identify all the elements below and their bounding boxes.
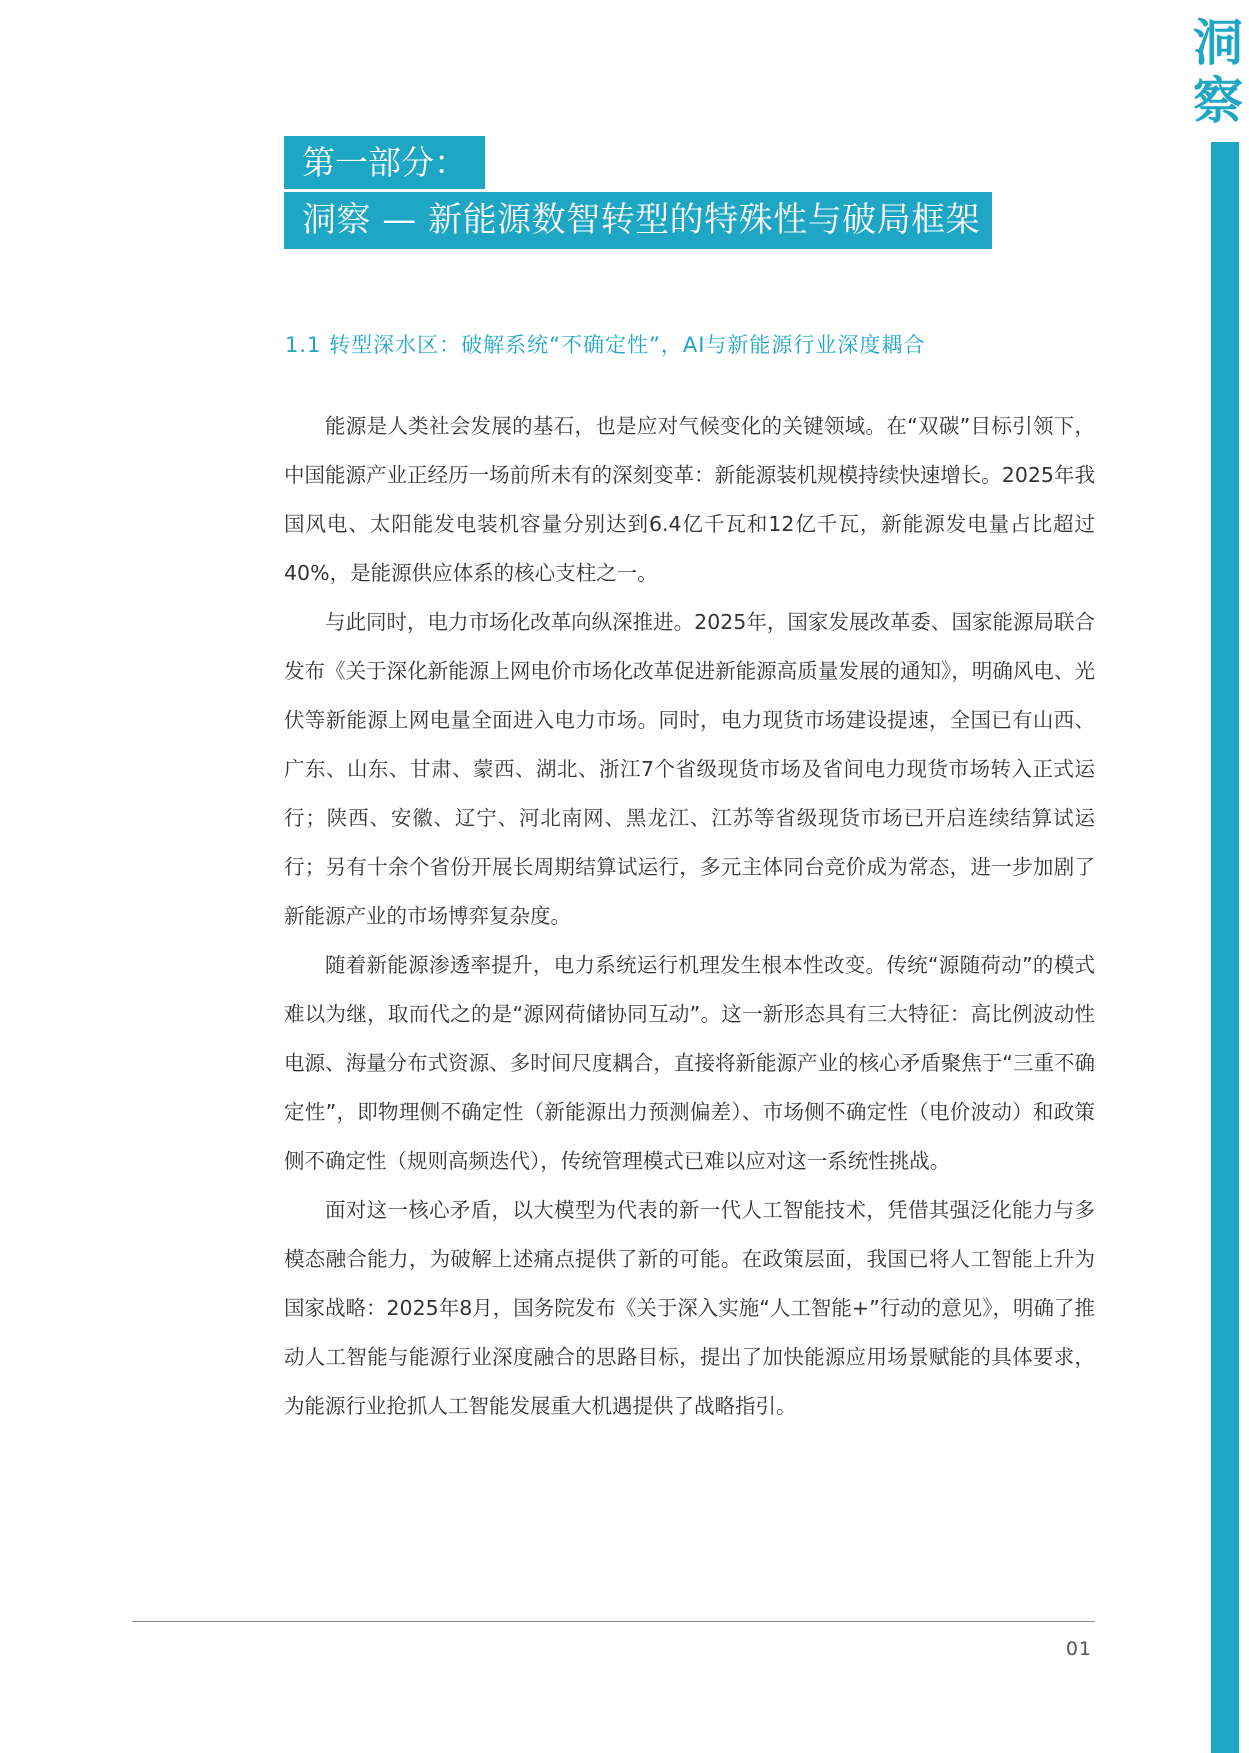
footer-divider <box>132 1621 1095 1622</box>
section-heading: 1.1 转型深水区：破解系统“不确定性”，AI与新能源行业深度耦合 <box>285 333 926 357</box>
side-section-label <box>1188 14 1248 130</box>
part-label: 第一部分： <box>284 136 485 189</box>
page-number: 01 <box>1065 1638 1092 1660</box>
side-label-char-1: 洞 <box>1193 14 1243 72</box>
chapter-title: 洞察 — 新能源数智转型的特殊性与破局框架 <box>284 192 992 249</box>
body-text <box>284 402 1095 1431</box>
paragraph-2: 与此同时，电力市场化改革向纵深推进。2025年，国家发展改革委、国家能源局联合发布《关于深化新能源上网电价市场化改革促进新能源高质量发展的通知》，明确风电、光伏等新能源上网电量全面进入电力市场。同时，电力现货市场建设提速，全国已有山西、广东、山东、甘肃、蒙西、湖北、浙江7个省级现货市场及省间电力现货市场转入正式运行；陕西、安徽、辽宁、河北南网、黑龙江、江苏等省级现货市场已开启连续结算试运行；另有十余个省份开展长周期结算试运行，多元主体同台竞价成为常态，进一步加剧了新能源产业的市场博弈复杂度。 <box>284 610 1095 928</box>
side-label-char-2: 察 <box>1193 72 1243 130</box>
paragraph-1: 能源是人类社会发展的基石，也是应对气候变化的关键领域。在“双碳”目标引领下，中国能源产业正经历一场前所未有的深刻变革：新能源装机规模持续快速增长。2025年我国风电、太阳能发电装机容量分别达到6.4亿千瓦和12亿千瓦，新能源发电量占比超过40%，是能源供应体系的核心支柱之一。 <box>284 414 1095 585</box>
side-accent-bar <box>1211 142 1239 1753</box>
paragraph-3: 随着新能源渗透率提升，电力系统运行机理发生根本性改变。传统“源随荷动”的模式难以为继，取而代之的是“源网荷储协同互动”。这一新形态具有三大特征：高比例波动性电源、海量分布式资源、多时间尺度耦合，直接将新能源产业的核心矛盾聚焦于“三重不确定性”，即物理侧不确定性（新能源出力预测偏差）、市场侧不确定性（电价波动）和政策侧不确定性（规则高频迭代），传统管理模式已难以应对这一系统性挑战。 <box>284 953 1095 1173</box>
paragraph-4: 面对这一核心矛盾，以大模型为代表的新一代人工智能技术，凭借其强泛化能力与多模态融合能力，为破解上述痛点提供了新的可能。在政策层面，我国已将人工智能上升为国家战略：2025年8月，国务院发布《关于深入实施“人工智能+”行动的意见》，明确了推动人工智能与能源行业深度融合的思路目标，提出了加快能源应用场景赋能的具体要求，为能源行业抢抓人工智能发展重大机遇提供了战略指引。 <box>284 1198 1095 1418</box>
